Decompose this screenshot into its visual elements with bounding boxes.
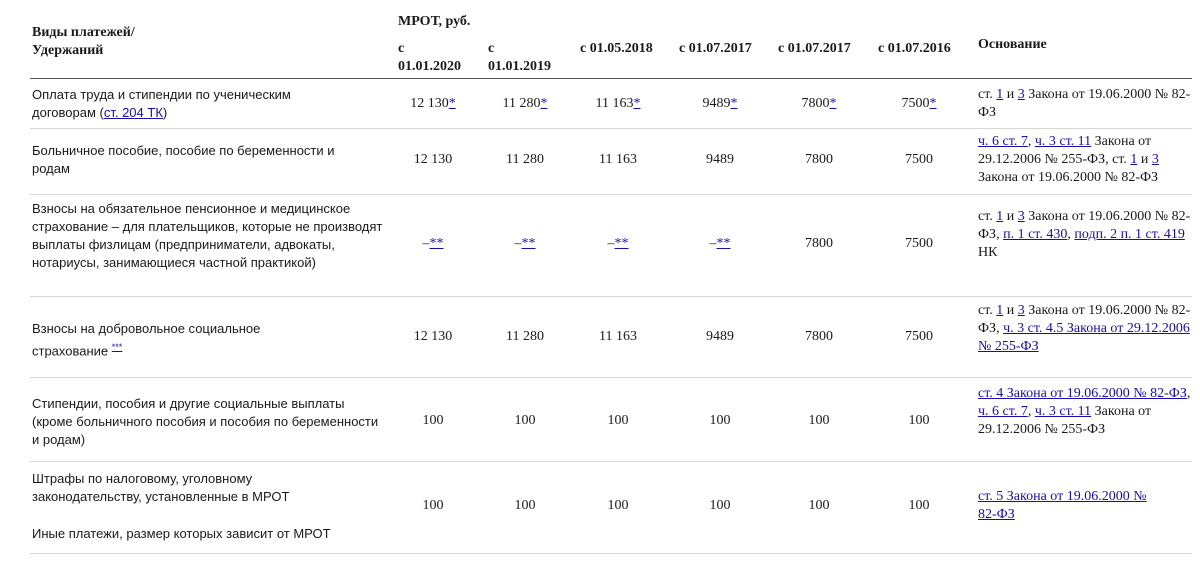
footnote-link[interactable]: *** [111,342,123,352]
basis-link[interactable]: п. 1 ст. 430 [1003,227,1068,242]
basis-link[interactable]: ч. 6 ст. 7 [978,134,1028,149]
row5-basis: ст. 4 Закона от 19.06.2000 № 82-ФЗ, ч. 6 ст. 7, ч. 3 ст. 11 Закона от 29.12.2006 № 255-ФЗ [978,386,1191,437]
row1-value: 9489* [702,96,738,111]
header-payments: Виды платежей/ Удержаний [32,25,135,58]
header-date-2017b: с 01.07.2017 [778,41,851,56]
header-date-2016: с 01.07.2016 [878,41,951,56]
basis-link[interactable]: 1 [1130,152,1138,167]
header-mrot: МРОТ, руб. [398,14,471,29]
row2-value: 7800 [805,152,833,167]
basis-link[interactable]: ч. 3 ст. 4.5 Закона от 29.12.2006 № 255-ФЗ [978,321,1190,354]
footnote-link[interactable]: * [730,96,738,111]
row4-value: 7800 [805,329,833,344]
row1-value: 11 280* [502,96,548,111]
row6-label: Штрафы по налоговому, уголовному законодательству, установленные в МРОТ [32,471,290,504]
row-divider [30,377,1192,378]
row6-value: 100 [709,498,731,513]
footnote-link[interactable]: * [540,96,548,111]
basis-link[interactable]: 3 [1017,209,1025,224]
header-divider [30,78,1192,79]
row3-dash: –** [709,236,731,251]
row1-value: 11 163* [595,96,641,111]
header-basis: Основание [978,37,1047,52]
row-divider [30,128,1192,129]
row5-label: Стипендии, пособия и другие социальные выплаты (кроме больничного пособия и пособия по беременности и родам) [32,396,379,447]
row4-value: 9489 [706,329,734,344]
row2-value: 11 280 [506,152,544,167]
row-divider [30,461,1192,462]
row5-value: 100 [908,413,930,428]
header-date-2018: с 01.05.2018 [580,41,653,56]
row5-value: 100 [607,413,629,428]
row4-value: 11 163 [599,329,637,344]
row-divider [30,194,1192,195]
table-bottom-divider [30,553,1192,554]
row6-basis [978,488,1158,524]
row3-dash: –** [607,236,629,251]
basis-link[interactable]: ст. 5 Закона от 19.06.2000 № 82-ФЗ [978,489,1147,522]
basis-link[interactable]: подп. 2 п. 1 ст. 419 [1074,227,1185,242]
row4-basis: ст. 1 и 3 Закона от 19.06.2000 № 82-ФЗ, ч. 3 ст. 4.5 Закона от 29.12.2006 № 255-ФЗ [978,303,1191,354]
row-divider [30,296,1192,297]
row6-value: 100 [607,498,629,513]
row6-value: 100 [808,498,830,513]
row2-value: 11 163 [599,152,637,167]
row1-label-link[interactable]: ст. 204 ТК [103,105,163,120]
row4-label: Взносы на добровольное социальное страхование *** [32,321,261,359]
basis-link[interactable]: 3 [1017,87,1025,102]
row3-value: 7800 [805,236,833,251]
basis-link[interactable]: ч. 3 ст. 11 [1034,134,1092,149]
basis-link[interactable]: 1 [996,303,1004,318]
row6-value: 100 [422,498,444,513]
footnote-link[interactable]: ** [521,236,536,251]
row2-value: 9489 [706,152,734,167]
basis-link[interactable]: 3 [1151,152,1159,167]
row1-value: 7500* [901,96,937,111]
row5-value: 100 [514,413,536,428]
footnote-link[interactable]: * [929,96,937,111]
basis-link[interactable]: 3 [1017,303,1025,318]
row4-value: 12 130 [413,329,453,344]
row4-value: 7500 [905,329,933,344]
row6-value: 100 [514,498,536,513]
row2-value: 12 130 [413,152,453,167]
footnote-link[interactable]: ** [614,236,629,251]
row2-basis: ч. 6 ст. 7, ч. 3 ст. 11 Закона от 29.12.2006 № 255-ФЗ, ст. 1 и 3 Закона от 19.06.2000 № 82-ФЗ [978,134,1159,185]
row3-dash: –** [422,236,444,251]
footnote-link[interactable]: * [829,96,837,111]
row1-value: 12 130* [410,96,456,111]
row3-dash: –** [514,236,536,251]
row3-basis: ст. 1 и 3 Закона от 19.06.2000 № 82-ФЗ, п. 1 ст. 430, подп. 2 п. 1 ст. 419 НК [978,209,1191,260]
basis-link[interactable]: ст. 4 Закона от 19.06.2000 № 82-ФЗ [978,386,1187,401]
row2-label: Больничное пособие, пособие по беременности и родам [32,143,335,176]
row1-value: 7800* [801,96,837,111]
row5-value: 100 [422,413,444,428]
footnote-link[interactable]: * [448,96,456,111]
row2-value: 7500 [905,152,933,167]
footnote-link[interactable]: * [633,96,641,111]
footnote-link[interactable]: ** [716,236,731,251]
row6-value: 100 [908,498,930,513]
basis-link[interactable]: ч. 3 ст. 11 [1034,404,1092,419]
row3-value: 7500 [905,236,933,251]
row1-label: Оплата труда и стипендии по ученическим договорам (ст. 204 ТК) [32,87,291,120]
row3-label: Взносы на обязательное пенсионное и медицинское страхование – для плательщиков, которые не производят выплаты физлицам (предприниматели, адвокаты, нотариусы, занимающиеся частной практикой) [32,201,383,270]
header-date-2017a: с 01.07.2017 [679,41,752,56]
basis-link[interactable]: 1 [996,209,1004,224]
basis-link[interactable]: ч. 6 ст. 7 [978,404,1028,419]
row5-value: 100 [808,413,830,428]
row4-value: 11 280 [506,329,544,344]
basis-link[interactable]: 1 [996,87,1004,102]
header-date-2020: с 01.01.2020 [398,41,461,74]
row5-value: 100 [709,413,731,428]
row1-basis: ст. 1 и 3 Закона от 19.06.2000 № 82-ФЗ [978,87,1191,120]
footnote-link[interactable]: ** [429,236,444,251]
header-date-2019: с 01.01.2019 [488,41,551,74]
row6-label-secondary: Иные платежи, размер которых зависит от МРОТ [32,526,331,541]
